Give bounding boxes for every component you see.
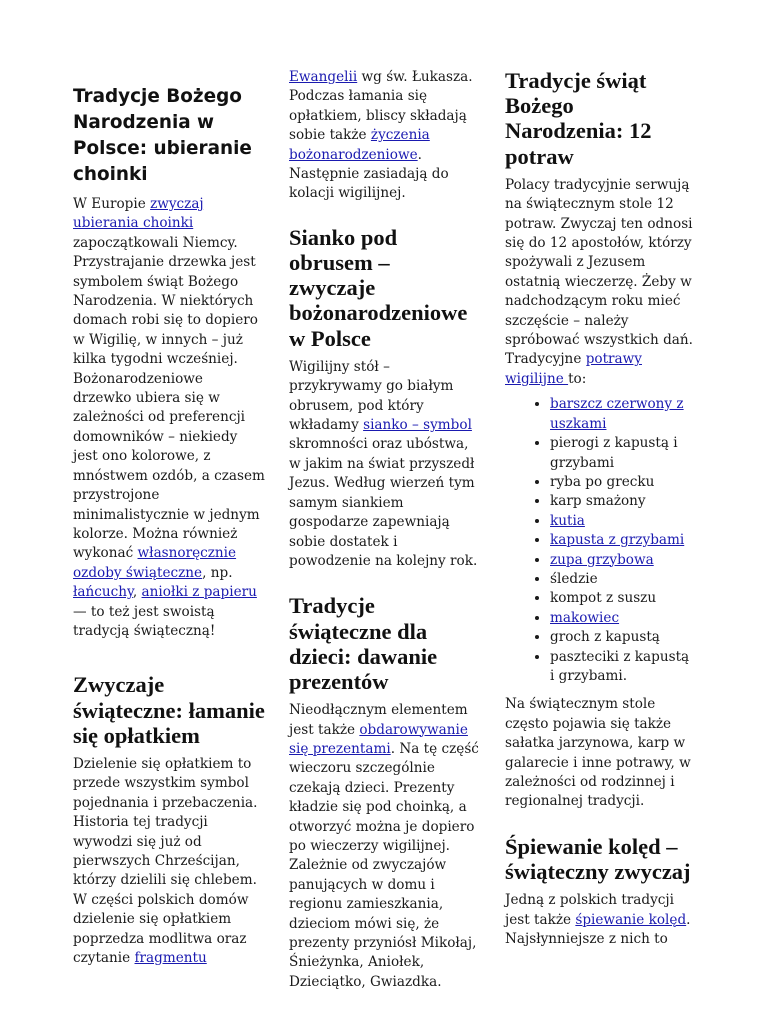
dish-text: śledzie xyxy=(550,570,598,587)
section-heading-presents: Tradycje świąteczne dla dzieci: dawanie prezentów xyxy=(289,593,438,694)
text-segment: zapoczątkowali Niemcy. Przystrajanie drzewka jest symbolem świąt Bożego Narodzenia. W niektórych domach robi się to dopiero w Wigilię, w innych – już kilka tygodni wcześniej. Bożonarodzeniowe drzewko ubiera się w zależności od preferencji domowników – niekiedy jest ono kolorowe, z mnóstwem ozdób, a czasem przystrojone minimalistycznie w jednym kolorze. Można również wykonać xyxy=(73,234,265,562)
paragraph-christmas-tree xyxy=(73,195,265,641)
dish-list-item xyxy=(550,434,697,473)
text-segment: wg św. Łukasza. Podczas łamania się opłatkiem, bliscy składają sobie także xyxy=(289,69,473,144)
text-segment: , xyxy=(132,584,142,601)
text-segment: to: xyxy=(568,370,587,387)
link-hay-symbol[interactable]: sianko – symbol xyxy=(363,417,472,434)
text-segment: Nieodłącznym elementem jest także xyxy=(289,702,468,738)
link-carol-singing[interactable]: śpiewanie kolęd xyxy=(575,911,687,928)
column-middle xyxy=(289,68,481,992)
link-christmas-eve-dishes[interactable]: potrawy wigilijne xyxy=(505,351,642,387)
dish-list-item xyxy=(550,609,697,628)
dish-list xyxy=(505,395,697,686)
dish-link[interactable]: kapusta z grzybami xyxy=(550,532,685,549)
text-segment: Polacy tradycyjnie serwują na świątecznym stole 12 potraw. Zwyczaj ten odnosi się do 12 apostołów, którzy spożywali z Jezusem ostatnią wieczerzę. Żeby w nadchodzącym roku mieć szczęście – należy spróbować wszystkich dań. Tradycyjne xyxy=(505,176,693,368)
paragraph-12-dishes xyxy=(505,176,697,389)
text-segment: skromności oraz ubóstwa, w jakim na świat przyszedł Jezus. Według wierzeń tym samym siankiem gospodarze zapewniają sobie dostatek i powodzenie na kolejny rok. xyxy=(289,436,478,569)
paragraph-other-dishes: Na świątecznym stole często pojawia się także sałatka jarzynowa, karp w galarecie i inne potrawy, w zależności od rodzinnej i regionalnej tradycji. xyxy=(505,696,691,810)
text-segment: . Na tę część wieczoru szczególnie czekają dzieci. Prezenty kładzie się pod choinką, a otworzyć można je dopiero po wieczerzy wigilijnej. Zależnie od zwyczajów panujących w domu i regionu zamieszkania, dzieciom mówi się, że prezenty przyniósł Mikołaj, Śnieżynka, Aniołek, Dzieciątko, Gwiazdka. xyxy=(289,740,479,990)
paragraph-gospel xyxy=(289,68,481,204)
dish-list-item xyxy=(550,473,697,492)
dish-link[interactable]: makowiec xyxy=(550,609,620,626)
section-heading-wafer: Zwyczaje świąteczne: łamanie się opłatkiem xyxy=(73,672,265,748)
dish-list-item xyxy=(550,531,697,550)
dish-list-item xyxy=(550,589,697,608)
dish-list-item xyxy=(550,395,697,434)
dish-list-item xyxy=(550,512,697,531)
text-segment: — to też jest swoistą tradycją świąteczną! xyxy=(73,603,216,639)
dish-list-item xyxy=(550,628,697,647)
section-heading-12-dishes: Tradycje świąt Bożego Narodzenia: 12 potraw xyxy=(505,68,652,169)
section-heading-carols: Śpiewanie kolęd – świąteczny zwyczaj xyxy=(505,833,691,885)
text-segment: W Europie xyxy=(73,196,151,212)
dish-list-item xyxy=(550,648,697,687)
text-segment: . Następnie zasiadają do kolacji wigilijnej. xyxy=(289,146,449,202)
dish-text: ryba po grecku xyxy=(550,473,655,490)
link-gospel[interactable]: Ewangelii xyxy=(289,69,358,85)
dish-text: pierogi z kapustą i grzybami xyxy=(550,435,678,471)
text-segment: Wigilijny stół – przykrywamy go białym obrusem, pod który wkładamy xyxy=(289,358,454,434)
dish-link[interactable]: zupa grzybowa xyxy=(550,551,654,568)
dish-link[interactable]: barszcz czerwony z uszkami xyxy=(550,396,684,432)
paragraph-wafer xyxy=(73,755,265,968)
link-tree-decorating-custom[interactable]: zwyczaj ubierania choinki xyxy=(73,196,204,232)
text-segment: . Najsłynniejsze z nich to xyxy=(505,911,691,948)
link-fragment[interactable]: fragmentu xyxy=(134,950,207,967)
dish-text: kompot z suszu xyxy=(550,590,657,607)
paragraph-presents xyxy=(289,701,481,992)
text-segment: Dzielenie się opłatkiem to przede wszystkim symbol pojednania i przebaczenia. Historia tej tradycji wywodzi się już od pierwszych Chrześcijan, którzy dzielili się chlebem. W części polskich domów dzielenie się opłatkiem poprzedza modlitwa oraz czytanie xyxy=(73,755,258,967)
dish-text: paszteciki z kapustą i grzybami. xyxy=(550,648,690,684)
dish-text: karp smażony xyxy=(550,493,646,510)
text-segment: Jedną z polskich tradycji jest także xyxy=(505,892,674,928)
paragraph-carols xyxy=(505,891,697,949)
link-handmade-ornaments[interactable]: własnoręcznie ozdoby świąteczne xyxy=(73,545,237,581)
link-chains[interactable]: łańcuchy xyxy=(73,584,133,601)
dish-list-item xyxy=(550,492,697,511)
section-heading-christmas-tree: Tradycje Bożego Narodzenia w Polsce: ubieranie choinki xyxy=(73,86,252,185)
dish-list-item xyxy=(550,551,697,570)
link-christmas-wishes[interactable]: życzenia bożonarodzeniowe xyxy=(289,127,430,163)
text-segment: , np. xyxy=(202,564,233,581)
dish-text: groch z kapustą xyxy=(550,629,660,646)
link-paper-angels[interactable]: aniołki z papieru xyxy=(141,584,257,601)
link-gift-giving[interactable]: obdarowywanie się prezentami xyxy=(289,721,468,757)
dish-link[interactable]: kutia xyxy=(550,512,585,529)
column-right xyxy=(505,68,697,949)
section-heading-hay: Sianko pod obrusem – zwyczaje bożonarodzeniowe w Polsce xyxy=(289,224,468,351)
dish-list-item xyxy=(550,570,697,589)
paragraph-hay xyxy=(289,358,481,571)
column-left xyxy=(73,84,265,968)
